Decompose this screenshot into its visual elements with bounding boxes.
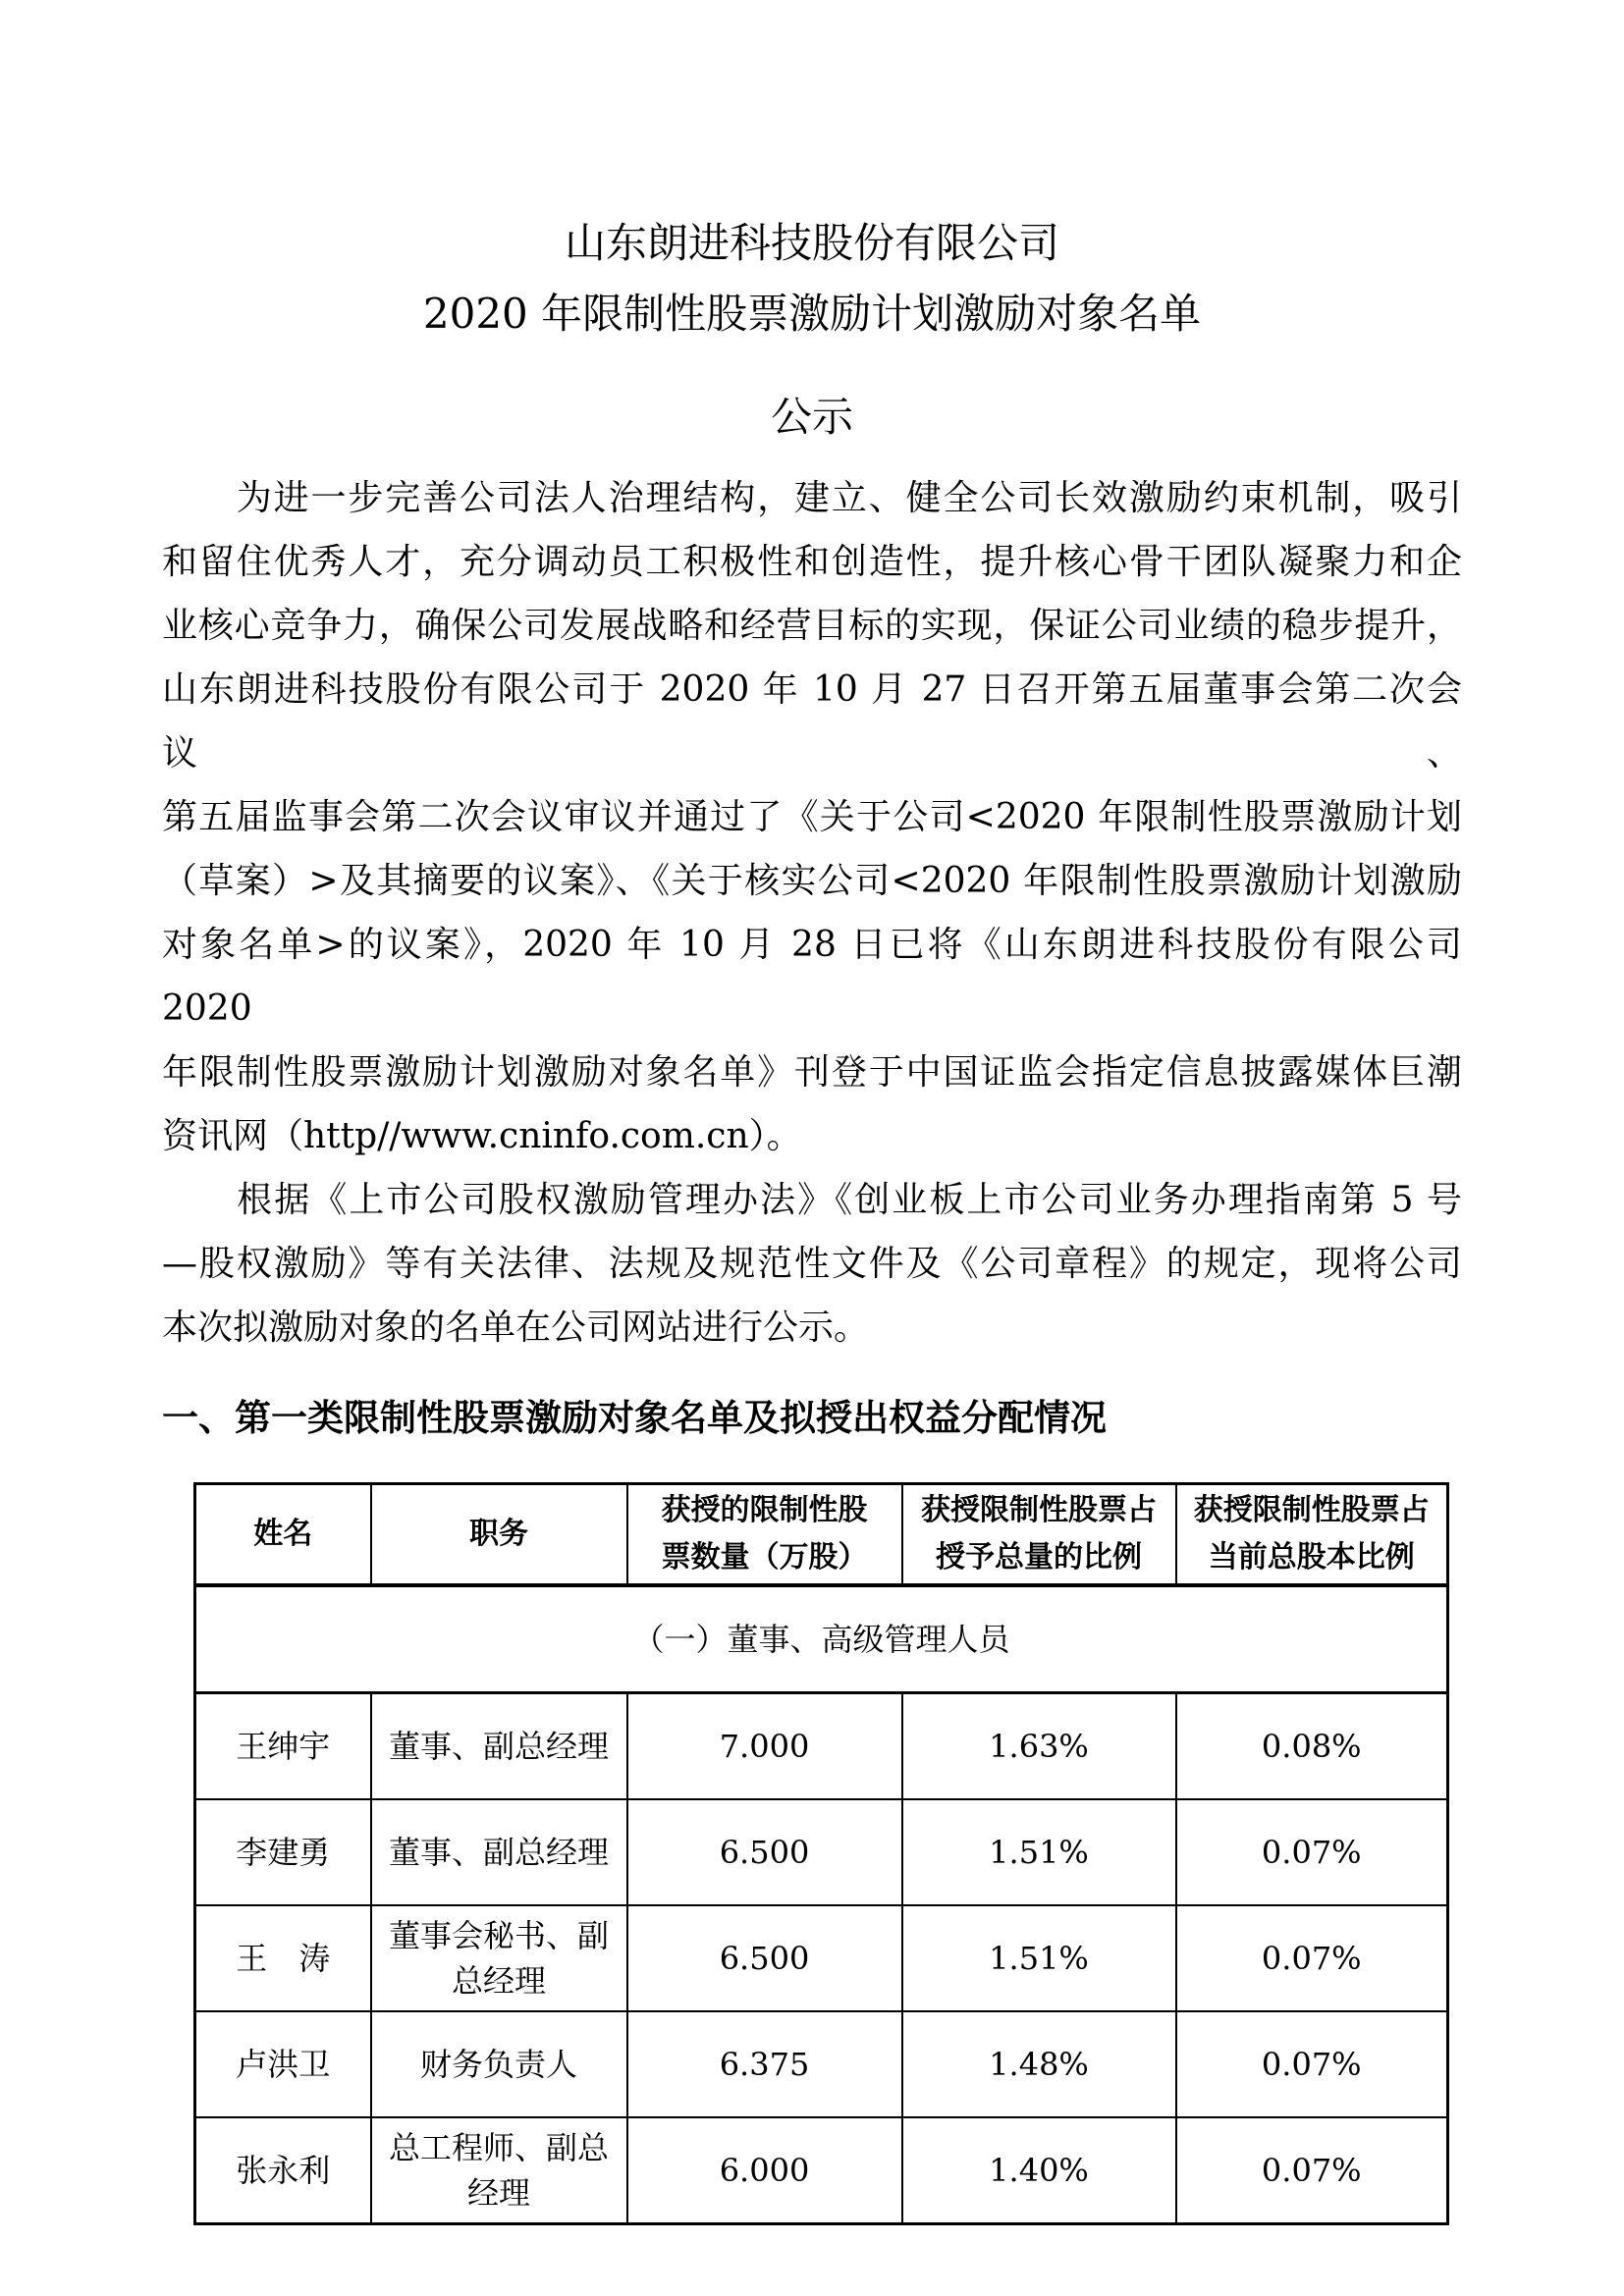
document-title-plan: 2020 年限制性股票激励计划激励对象名单 — [422, 290, 1202, 338]
column-header: 获授限制性股票占授予总量的比例 — [902, 1484, 1176, 1586]
name-cell: 张永利 — [195, 2117, 371, 2224]
incentive-grant-table — [193, 1482, 1449, 2225]
table-row — [195, 1905, 1448, 2011]
paragraph-line: 本次拟激励对象的名单在公司网站进行公示。 — [162, 1308, 870, 1348]
grant-ratio-cell: 1.63% — [902, 1693, 1176, 1800]
column-header: 获授的限制性股票数量（万股） — [627, 1484, 902, 1586]
table-row — [195, 2011, 1448, 2117]
position-cell: 总工程师、副总经理 — [371, 2117, 627, 2224]
grant-ratio-cell: 1.51% — [902, 1905, 1176, 2011]
grant-ratio-cell: 1.51% — [902, 1799, 1176, 1905]
capital-ratio-cell: 0.07% — [1176, 2011, 1448, 2117]
shares-cell: 7.000 — [627, 1693, 902, 1800]
document-title-company: 山东朗进科技股份有限公司 — [564, 219, 1059, 267]
position-cell: 董事、副总经理 — [371, 1693, 627, 1800]
table-header-row — [195, 1484, 1448, 1586]
capital-ratio-cell: 0.07% — [1176, 1799, 1448, 1905]
table-row — [195, 1799, 1448, 1905]
name-cell: 卢洪卫 — [195, 2011, 371, 2117]
grant-ratio-cell: 1.48% — [902, 2011, 1176, 2117]
name-cell: 王绅宇 — [195, 1693, 371, 1800]
shares-cell: 6.000 — [627, 2117, 902, 2224]
group-header-row — [195, 1585, 1448, 1693]
position-cell: 财务负责人 — [371, 2011, 627, 2117]
shares-cell: 6.500 — [627, 1905, 902, 2011]
paragraph-line: 对象名单>的议案》，2020 年 10 月 28 日已将《山东朗进科技股份有限公司 2020 — [162, 925, 1462, 1029]
document-title-notice: 公示 — [770, 393, 853, 441]
grant-ratio-cell: 1.40% — [902, 2117, 1176, 2224]
name-cell: 王 涛 — [195, 1905, 371, 2011]
table-row — [195, 2117, 1448, 2224]
paragraph-line: 业核心竞争力，确保公司发展战略和经营目标的实现，保证公司业绩的稳步提升， — [162, 606, 1462, 646]
capital-ratio-cell: 0.07% — [1176, 2117, 1448, 2224]
name-cell: 李建勇 — [195, 1799, 371, 1905]
paragraph-line: 为进一步完善公司法人治理结构，建立、健全公司长效激励约束机制，吸引 — [162, 478, 1462, 518]
paragraph-line: 根据《上市公司股权激励管理办法》《创业板上市公司业务办理指南第 5 号 — [162, 1180, 1462, 1220]
column-header: 职务 — [371, 1484, 627, 1586]
position-cell: 董事、副总经理 — [371, 1799, 627, 1905]
paragraph-line: 年限制性股票激励计划激励对象名单》刊登于中国证监会指定信息披露媒体巨潮 — [162, 1052, 1462, 1093]
position-cell: 董事会秘书、副总经理 — [371, 1905, 627, 2011]
table-row — [195, 1693, 1448, 1800]
paragraph-line: 第五届监事会第二次会议审议并通过了《关于公司<2020 年限制性股票激励计划 — [162, 797, 1462, 837]
capital-ratio-cell: 0.07% — [1176, 1905, 1448, 2011]
column-header: 获授限制性股票占当前总股本比例 — [1176, 1484, 1448, 1586]
shares-cell: 6.375 — [627, 2011, 902, 2117]
shares-cell: 6.500 — [627, 1799, 902, 1905]
paragraph-line: （草案）>及其摘要的议案》、《关于核实公司<2020 年限制性股票激励计划激励 — [162, 861, 1462, 901]
group-header-cell: （一）董事、高级管理人员 — [195, 1585, 1448, 1693]
paragraph — [162, 466, 1462, 1168]
paragraph-line: 和留住优秀人才，充分调动员工积极性和创造性，提升核心骨干团队凝聚力和企 — [162, 542, 1462, 582]
document-content — [162, 214, 1462, 2225]
section-heading: 一、第一类限制性股票激励对象名单及拟授出权益分配情况 — [162, 1397, 1107, 1439]
capital-ratio-cell: 0.08% — [1176, 1693, 1448, 1800]
paragraph-line: —股权激励》等有关法律、法规及规范性文件及《公司章程》的规定，现将公司 — [162, 1244, 1462, 1284]
paragraphs — [162, 466, 1462, 1360]
table-body — [195, 1585, 1448, 2224]
paragraph-line: 山东朗进科技股份有限公司于 2020 年 10 月 27 日召开第五届董事会第二次会议、 — [162, 669, 1462, 774]
paragraph-line: 资讯网（http//www.cninfo.com.cn）。 — [162, 1116, 802, 1156]
paragraph — [162, 1168, 1462, 1360]
column-header: 姓名 — [195, 1484, 371, 1586]
